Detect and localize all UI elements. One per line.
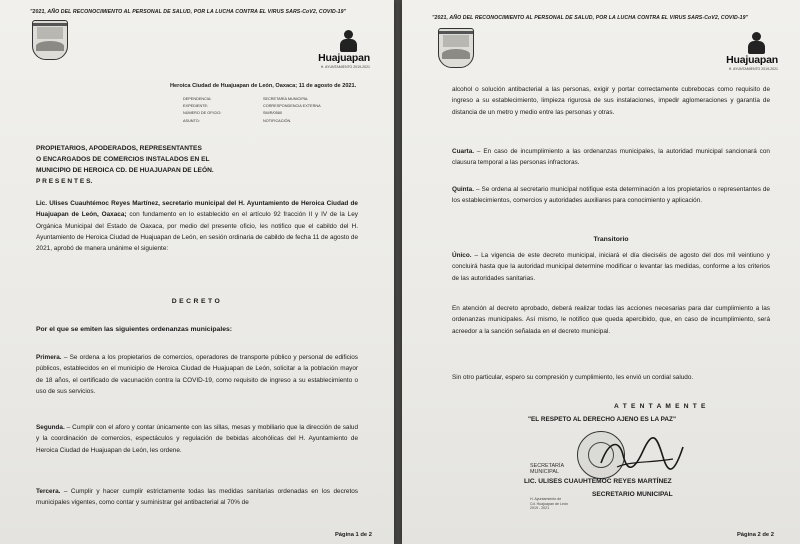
meta-row: ASUNTO: NOTIFICACIÓN. xyxy=(183,118,292,123)
continuation-paragraph: alcohol o solución antibacterial a las personas, exigir y portar correctamente cubrebocas como requisito de ingreso a su establecimiento, limpieza rigurosa de sus instalaciones, impedir aglomeraciones y garantía de distancia de un metro y medio entre las personas y otras. xyxy=(452,86,770,116)
transitorio-heading: Transitorio xyxy=(593,236,629,243)
primera-paragraph: Primera. – Se ordena a los propietarios de comercios, operadores de transporte público y personal de edificios públicos, establecidos en el municipio de Heroica Ciudad de Huajuapan de León, solicitar a la población mayor de 18 años, el certificado de vacunación contra la COVID-19, como requisito de ingreso a su establecimiento o uso de sus servicios. xyxy=(36,354,358,395)
huajuapan-logo xyxy=(300,30,370,69)
decreto-heading: DECRETO xyxy=(171,298,223,305)
atentamente-label: A T E N T A M E N T E xyxy=(614,403,707,410)
huajuapan-logo xyxy=(708,32,778,71)
brand-name: Huajuapan xyxy=(318,52,370,64)
document-page-1 xyxy=(0,0,394,544)
page-number: Página 2 de 2 xyxy=(736,532,774,538)
municipal-shield-icon xyxy=(438,28,474,68)
closing-paragraph: Sin otro particular, espero su compresión y cumplimiento, les envió un cordial saludo. xyxy=(452,374,694,381)
brand-tag: H. AYUNTAMIENTO 2019-2021 xyxy=(728,67,778,71)
stamp-text: SECRETARÍA MUNICIPAL xyxy=(530,463,565,476)
cuarta-paragraph: Cuarta. – En caso de incumplimiento a las ordenanzas municipales, la autoridad municipal sancionará con clausura temporal a las personas infractoras. xyxy=(452,148,770,167)
document-page-2 xyxy=(402,0,800,544)
page-motto: "2021, AÑO DEL RECONOCIMIENTO AL PERSONAL DE SALUD, POR LA LUCHA CONTRA EL VIRUS SARS-CoV2, COVID-19" xyxy=(30,9,347,15)
signer-title: SECRETARIO MUNICIPAL xyxy=(592,491,673,498)
quinta-paragraph: Quinta. – Se ordena al secretario municipal notifique esta determinación a los propietarios o representantes de los establecimientos, comercios y autoridades auxiliares para conocimiento y aplicación. xyxy=(452,186,770,205)
leader-figure-icon xyxy=(338,30,358,52)
stamp-subtext: H. Ayuntamiento de Cd. Huajuapan de León 2019 - 2021 xyxy=(530,497,568,511)
brand-name: Huajuapan xyxy=(726,54,778,66)
lema-text: "EL RESPETO AL DERECHO AJENO ES LA PAZ" xyxy=(528,416,676,423)
meta-row: NÚMERO DE OFICIO: SM/R/0580 xyxy=(183,111,282,116)
document-meta xyxy=(183,96,343,125)
signature-block xyxy=(452,395,770,525)
meta-row: DEPENDENCIA: SECRETARÍA MUNICIPAL xyxy=(183,97,309,101)
tercera-paragraph: Tercera. – Cumplir y hacer cumplir estrictamente todas las medidas sanitarias ordenadas en los decretos municipales vigentes, como contar y suministrar gel antibacterial al 70% de xyxy=(36,488,358,507)
leader-figure-icon xyxy=(746,32,766,54)
intro-paragraph: Lic. Ulises Cuauhtémoc Reyes Martínez, secretario municipal del H. Ayuntamiento de Heroica Ciudad de Huajuapan de León, Oaxaca; con fundamento en lo establecido en el artículo 92 fracción II y IV de la Ley Orgánica Municipal del Estado de Oaxaca, por medio del presente oficio, les notifico que el cabildo del H. Ayuntamiento de Heroica Ciudad de Huajuapan de León, en sesión ordinaria de cabildo de fecha 11 de agosto de 2021, aprobó de manera unánime el siguiente: xyxy=(36,200,359,253)
handwritten-signature xyxy=(597,433,687,479)
atencion-paragraph: En atención al decreto aprobado, deberá realizar todas las acciones necesarias para dar cumplimiento a las ordenanzas municipales. Así mismo, le notifico que queda apercibido, que, en caso de incumplimiento, será acreedor a la sanción señalada en el decreto municipal. xyxy=(452,305,770,335)
municipal-shield-icon xyxy=(32,20,68,60)
segunda-paragraph: Segunda. – Cumplir con el aforo y contar únicamente con las sillas, mesas y mobiliario que la dirección de salud y la coordinación de comercios, espectáculos y regulación de bebidas alcohólicas del H. Ayuntamiento de Heroica Ciudad de Huajuapan de León, les ordene. xyxy=(36,424,358,454)
dateline: Heroica Ciudad de Huajuapan de León, Oaxaca; 11 de agosto de 2021. xyxy=(170,83,357,89)
brand-tag: H. AYUNTAMIENTO 2019-2021 xyxy=(320,65,370,69)
page-motto: "2021, AÑO DEL RECONOCIMIENTO AL PERSONAL DE SALUD, POR LA LUCHA CONTRA EL VIRUS SARS-CoV2, COVID-19" xyxy=(432,15,749,21)
page-number: Página 1 de 2 xyxy=(334,532,372,538)
ordinances-intro: Por el que se emiten las siguientes ordenanzas municipales: xyxy=(36,326,233,333)
unico-paragraph: Único. – La vigencia de este decreto municipal, iniciará el día dieciséis de agosto del dos mil veintiuno y concluirá hasta que la autoridad municipal determine modificar o levantar las medidas, conforme a los criterios de las autoridades sanitarias. xyxy=(452,252,770,282)
meta-row: EXPEDIENTE: CORRESPONDENCIA EXTERNA xyxy=(183,104,321,109)
signer-name: LIC. ULISES CUAUHTÉMOC REYES MARTÍNEZ xyxy=(524,478,672,485)
recipients-block: PROPIETARIOS, APODERADOS, REPRESENTANTES O ENCARGADOS DE COMERCIOS INSTALADOS EN EL MUNICIPIO DE HEROICA CD. DE HUAJUAPAN DE LEÓN. P R E S E N T E S. xyxy=(36,145,214,185)
